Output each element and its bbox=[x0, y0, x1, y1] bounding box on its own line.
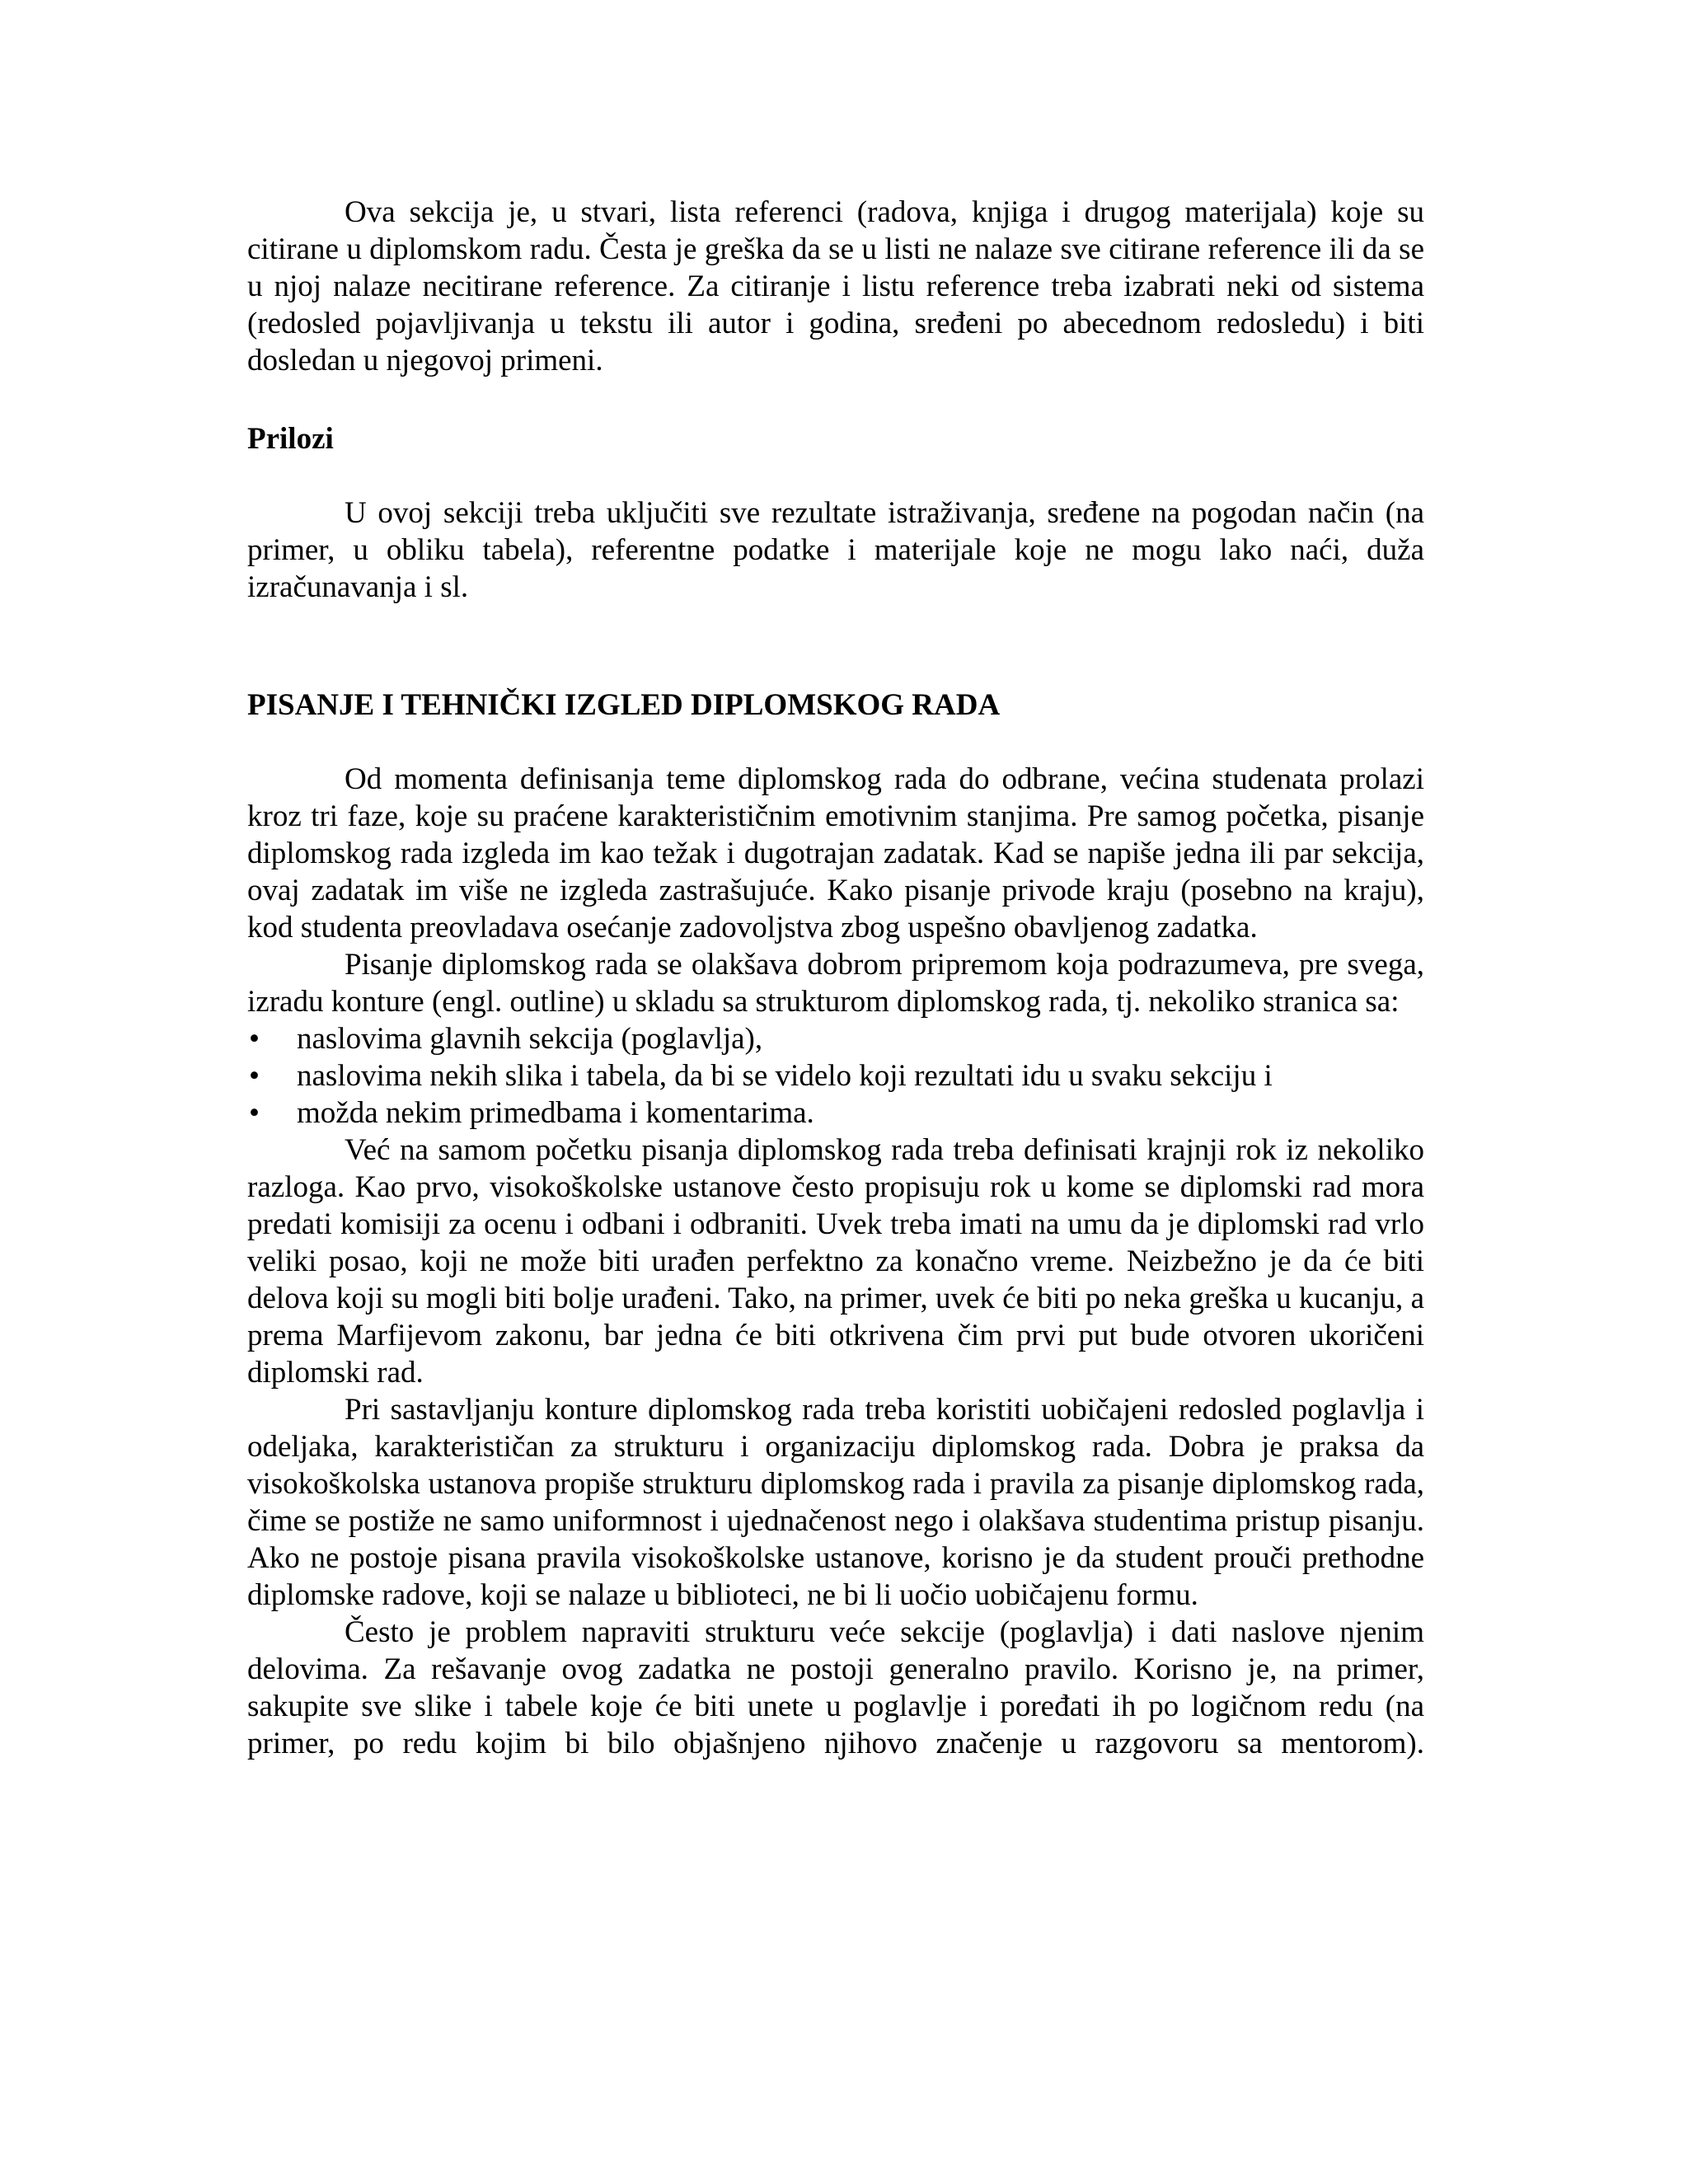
spacer bbox=[247, 379, 1424, 420]
pisanje-heading: PISANJE I TEHNIČKI IZGLED DIPLOMSKOG RADA bbox=[247, 688, 1001, 722]
spacer bbox=[247, 606, 1424, 687]
bullet-icon: • bbox=[249, 1096, 260, 1130]
pisanje-paragraph-4: Pri sastavljanju konture diplomskog rada treba koristiti uobičajeni redosled poglavlja i odeljaka, karakterističan za strukturu i organizaciju diplomskog rada. Dobra je praksa da visokoškolska ustanova propiše strukturu diplomskog rada i pravila za pisanje diplomskog rada, čime se postiže ne samo uniformnost i ujednačenost nego i olakšava studentima pristup pisanju. Ako ne postoje pisana pravila visokoškolske ustanove, korisno je da student prouči prethodne diplomske radove, koji se nalaze u biblioteci, ne bi li uočio uobičajenu formu. bbox=[247, 1393, 1424, 1612]
pisanje-paragraph-2: Pisanje diplomskog rada se olakšava dobrom pripremom koja podrazumeva, pre svega, izradu konture (engl. outline) u skladu sa strukturom diplomskog rada, tj. nekoliko stranica sa: bbox=[247, 948, 1424, 1019]
document-page bbox=[247, 194, 1424, 1762]
prilozi-heading: Prilozi bbox=[247, 422, 334, 456]
outline-bullet-list bbox=[247, 1020, 1424, 1132]
bullet-text: naslovima nekih slika i tabela, da bi se videlo koji rezultati idu u svaku sekciju i bbox=[297, 1059, 1273, 1093]
references-paragraph: Ova sekcija je, u stvari, lista referenci (radova, knjiga i drugog materijala) koje su citirane u diplomskom radu. Česta je greška da se u listi ne nalaze sve citirane reference ili da se u njoj nalaze necitirane reference. Za citiranje i listu reference treba izabrati neki od sistema (redosled pojavljivanja u tekstu ili autor i godina, sređeni po abecednom redosledu) i biti dosledan u njegovoj primeni. bbox=[247, 195, 1424, 377]
spacer bbox=[247, 457, 1424, 494]
pisanje-paragraph-5: Često je problem napraviti strukturu veće sekcije (poglavlja) i dati naslove njenim delovima. Za rešavanje ovog zadatka ne postoji generalno pravilo. Korisno je, na primer, sakupite sve slike i tabele koje će biti unete u poglavlje i poređati ih po logičnom redu (na primer, po redu kojim bi bilo objašnjeno njihovo značenje u razgovoru sa mentorom). bbox=[247, 1615, 1424, 1760]
pisanje-paragraph-3: Već na samom početku pisanja diplomskog rada treba definisati krajnji rok iz nekoliko razloga. Kao prvo, visokoškolske ustanove često propisuju rok u kome se diplomski rad mora predati komisiji za ocenu i odbani i odbraniti. Uvek treba imati na umu da je diplomski rad vrlo veliki posao, koji ne može biti urađen perfektno za konačno vreme. Neizbežno je da će biti delova koji su mogli biti bolje urađeni. Tako, na primer, uvek će biti po neka greška u kucanju, a prema Marfijevom zakonu, bar jedna će biti otkrivena čim prvi put bude otvoren ukoričeni diplomski rad. bbox=[247, 1133, 1424, 1390]
bullet-text: možda nekim primedbama i komentarima. bbox=[297, 1096, 814, 1130]
bullet-text: naslovima glavnih sekcija (poglavlja), bbox=[297, 1022, 763, 1056]
bullet-item bbox=[247, 1094, 1424, 1132]
bullet-item bbox=[247, 1057, 1424, 1094]
bullet-icon: • bbox=[249, 1022, 260, 1056]
prilozi-paragraph: U ovoj sekciji treba uključiti sve rezultate istraživanja, sređene na pogodan način (na primer, u obliku tabela), referentne podatke i materijale koje ne mogu lako naći, duža izračunavanja i sl. bbox=[247, 496, 1424, 604]
bullet-item bbox=[247, 1020, 1424, 1057]
bullet-icon: • bbox=[249, 1059, 260, 1093]
spacer bbox=[247, 724, 1424, 761]
pisanje-paragraph-1: Od momenta definisanja teme diplomskog rada do odbrane, većina studenata prolazi kroz tri faze, koje su praćene karakterističnim emotivnim stanjima. Pre samog početka, pisanje diplomskog rada izgleda im kao težak i dugotrajan zadatak. Kad se napiše jedna ili par sekcija, ovaj zadatak im više ne izgleda zastrašujuće. Kako pisanje privode kraju (posebno na kraju), kod studenta preovladava osećanje zadovoljstva zbog uspešno obavljenog zadatka. bbox=[247, 762, 1424, 944]
